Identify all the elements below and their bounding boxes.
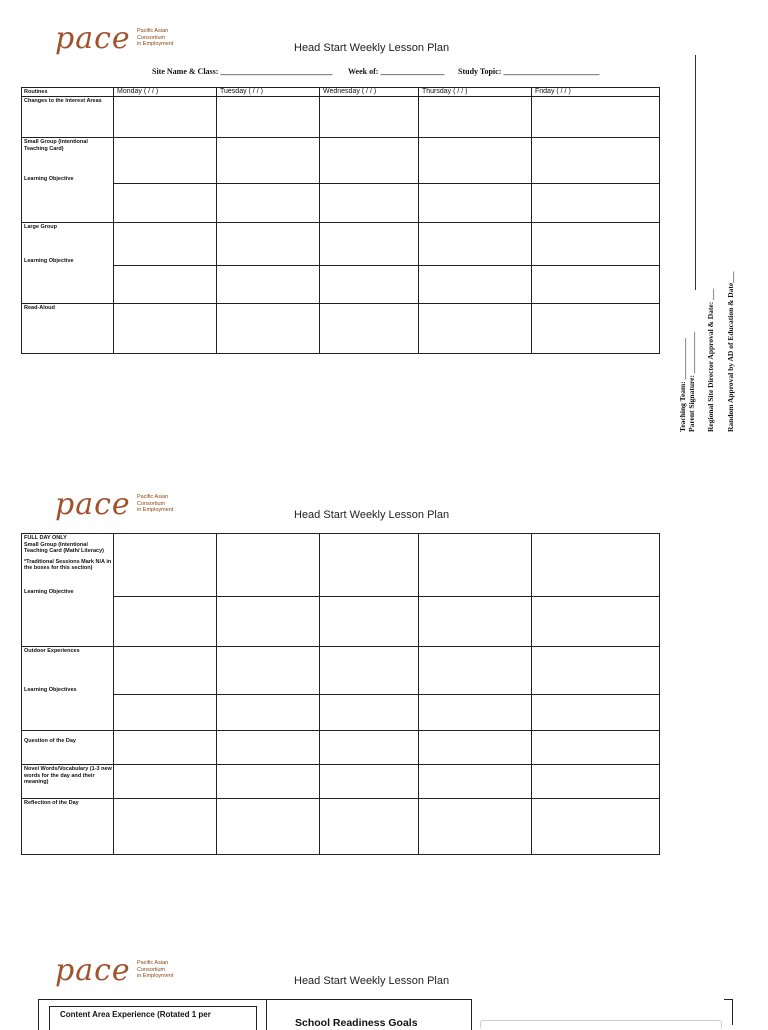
learning-objective-label: Learning Objective	[24, 589, 74, 595]
week-of-field: Week of: ________________	[348, 67, 445, 76]
day-header: Monday ( / / )	[117, 88, 159, 95]
entry-cell[interactable]	[320, 266, 419, 304]
entry-cell[interactable]	[532, 647, 660, 695]
entry-cell[interactable]	[419, 765, 532, 799]
entry-cell[interactable]	[320, 695, 419, 731]
entry-cell[interactable]	[114, 138, 217, 184]
entry-cell[interactable]	[419, 695, 532, 731]
interest-areas-label: Changes to the Interest Areas	[24, 98, 102, 104]
entry-cell[interactable]	[320, 184, 419, 223]
page-title: Head Start Weekly Lesson Plan	[294, 509, 450, 521]
entry-cell[interactable]	[320, 97, 419, 138]
entry-cell[interactable]	[320, 223, 419, 266]
entry-cell[interactable]	[419, 731, 532, 765]
logo-line: in Employment	[137, 507, 174, 513]
entry-cell[interactable]	[114, 304, 217, 354]
lesson-plan-table-1	[21, 87, 660, 354]
question-label: Question of the Day	[24, 738, 76, 744]
entry-cell[interactable]	[419, 304, 532, 354]
entry-cell[interactable]	[217, 138, 320, 184]
entry-cell[interactable]	[114, 695, 217, 731]
entry-cell[interactable]	[320, 765, 419, 799]
traditional-note: *Traditional Sessions Mark N/A in the boxes for this section)	[24, 558, 112, 571]
entry-cell[interactable]	[217, 731, 320, 765]
entry-cell[interactable]	[114, 266, 217, 304]
logo-line: Consortium	[137, 966, 166, 973]
entry-cell[interactable]	[320, 304, 419, 354]
logo-1	[55, 21, 131, 56]
learning-objective-label: Learning Objective	[24, 258, 74, 264]
entry-cell[interactable]	[532, 695, 660, 731]
logo-line: in Employment	[137, 973, 174, 979]
entry-cell[interactable]	[532, 765, 660, 799]
entry-cell[interactable]	[114, 534, 217, 597]
entry-cell[interactable]	[114, 223, 217, 266]
right-bracket	[724, 999, 733, 1025]
random-approval-field: Random Approval by AD of Education & Date___	[726, 271, 735, 432]
entry-cell[interactable]	[532, 184, 660, 223]
day-header: Thursday ( / / )	[422, 88, 468, 95]
logo-text-2	[137, 494, 173, 514]
logo-text-3	[137, 960, 173, 980]
entry-cell[interactable]	[419, 799, 532, 855]
faint-box	[480, 1020, 722, 1029]
reflection-label: Reflection of the Day	[24, 800, 79, 806]
entry-cell[interactable]	[320, 647, 419, 695]
entry-cell[interactable]	[532, 597, 660, 647]
entry-cell[interactable]	[532, 266, 660, 304]
table-divider	[266, 1000, 267, 1030]
entry-cell[interactable]	[419, 184, 532, 223]
entry-cell[interactable]	[419, 138, 532, 184]
entry-cell[interactable]	[217, 223, 320, 266]
large-group-label: Large Group	[24, 224, 58, 230]
page-title: Head Start Weekly Lesson Plan	[294, 975, 450, 987]
teaching-team-field: Teaching Team: ___________	[678, 338, 687, 432]
entry-cell[interactable]	[320, 138, 419, 184]
parent-signature-field: Parent Signature: ___________	[687, 331, 696, 432]
logo-word: pace	[55, 487, 131, 522]
full-day-label	[22, 534, 113, 572]
entry-cell[interactable]	[320, 597, 419, 647]
full-day-only: FULL DAY ONLY	[24, 535, 67, 541]
entry-cell[interactable]	[419, 597, 532, 647]
entry-cell[interactable]	[217, 97, 320, 138]
small-group-label: Small Group (Intentional Teaching Card)	[24, 139, 88, 152]
entry-cell[interactable]	[114, 765, 217, 799]
content-area-label: Content Area Experience (Rotated 1 per	[60, 1010, 211, 1019]
novel-words-label: Novel Words/Vocabulary (1-3 new words for the day and their meaning)	[24, 766, 112, 785]
entry-cell[interactable]	[419, 266, 532, 304]
readiness-goals-label: School Readiness Goals	[295, 1017, 418, 1029]
entry-cell[interactable]	[419, 97, 532, 138]
page-title: Head Start Weekly Lesson Plan	[294, 42, 450, 54]
entry-cell[interactable]	[532, 534, 660, 597]
entry-cell[interactable]	[532, 223, 660, 266]
day-header: Friday ( / / )	[535, 88, 571, 95]
side-divider	[695, 55, 696, 290]
entry-cell[interactable]	[217, 597, 320, 647]
logo-line: in Employment	[137, 41, 174, 47]
entry-cell[interactable]	[320, 731, 419, 765]
entry-cell[interactable]	[217, 765, 320, 799]
entry-cell[interactable]	[419, 534, 532, 597]
entry-cell[interactable]	[532, 799, 660, 855]
learning-objectives-label: Learning Objectives	[24, 687, 77, 693]
entry-cell[interactable]	[114, 597, 217, 647]
entry-cell[interactable]	[320, 534, 419, 597]
entry-cell[interactable]	[320, 799, 419, 855]
entry-cell[interactable]	[217, 184, 320, 223]
entry-cell[interactable]	[532, 304, 660, 354]
entry-cell[interactable]	[419, 647, 532, 695]
site-name-field: Site Name & Class: ____________________________	[152, 67, 333, 76]
logo-line: Pacific Asian	[137, 28, 169, 34]
full-day-small-group: Small Group (Intentional Teaching Card (Math/ Literacy)	[24, 541, 104, 554]
logo-word: pace	[55, 21, 131, 56]
entry-cell[interactable]	[217, 534, 320, 597]
entry-cell[interactable]	[114, 647, 217, 695]
entry-cell[interactable]	[532, 97, 660, 138]
logo-text-1	[137, 28, 173, 48]
regional-approval-field: Regional Site Director Approval & Date: ___	[706, 288, 715, 432]
entry-cell[interactable]	[114, 184, 217, 223]
day-header: Wednesday ( / / )	[323, 88, 377, 95]
entry-cell[interactable]	[419, 223, 532, 266]
entry-cell[interactable]	[114, 799, 217, 855]
entry-cell[interactable]	[532, 731, 660, 765]
logo-word: pace	[55, 953, 131, 988]
logo-3	[55, 953, 131, 988]
logo-line: Pacific Asian	[137, 494, 169, 500]
entry-cell[interactable]	[217, 695, 320, 731]
entry-cell[interactable]	[217, 647, 320, 695]
entry-cell[interactable]	[114, 731, 217, 765]
entry-cell[interactable]	[114, 97, 217, 138]
day-header: Tuesday ( / / )	[220, 88, 263, 95]
readiness-table	[38, 999, 472, 1030]
entry-cell[interactable]	[532, 138, 660, 184]
routines-label: Routines	[24, 89, 48, 95]
lesson-plan-table-2	[21, 533, 660, 855]
logo-line: Pacific Asian	[137, 960, 169, 966]
content-area-box	[49, 1006, 257, 1030]
logo-line: Consortium	[137, 500, 166, 507]
entry-cell[interactable]	[217, 799, 320, 855]
entry-cell[interactable]	[217, 304, 320, 354]
study-topic-field: Study Topic: ________________________	[458, 67, 600, 76]
outdoor-label: Outdoor Experiences	[24, 648, 80, 654]
logo-2	[55, 487, 131, 522]
learning-objective-label: Learning Objective	[24, 176, 74, 182]
logo-line: Consortium	[137, 34, 166, 41]
entry-cell[interactable]	[217, 266, 320, 304]
read-aloud-label: Read-Aloud	[24, 305, 55, 311]
